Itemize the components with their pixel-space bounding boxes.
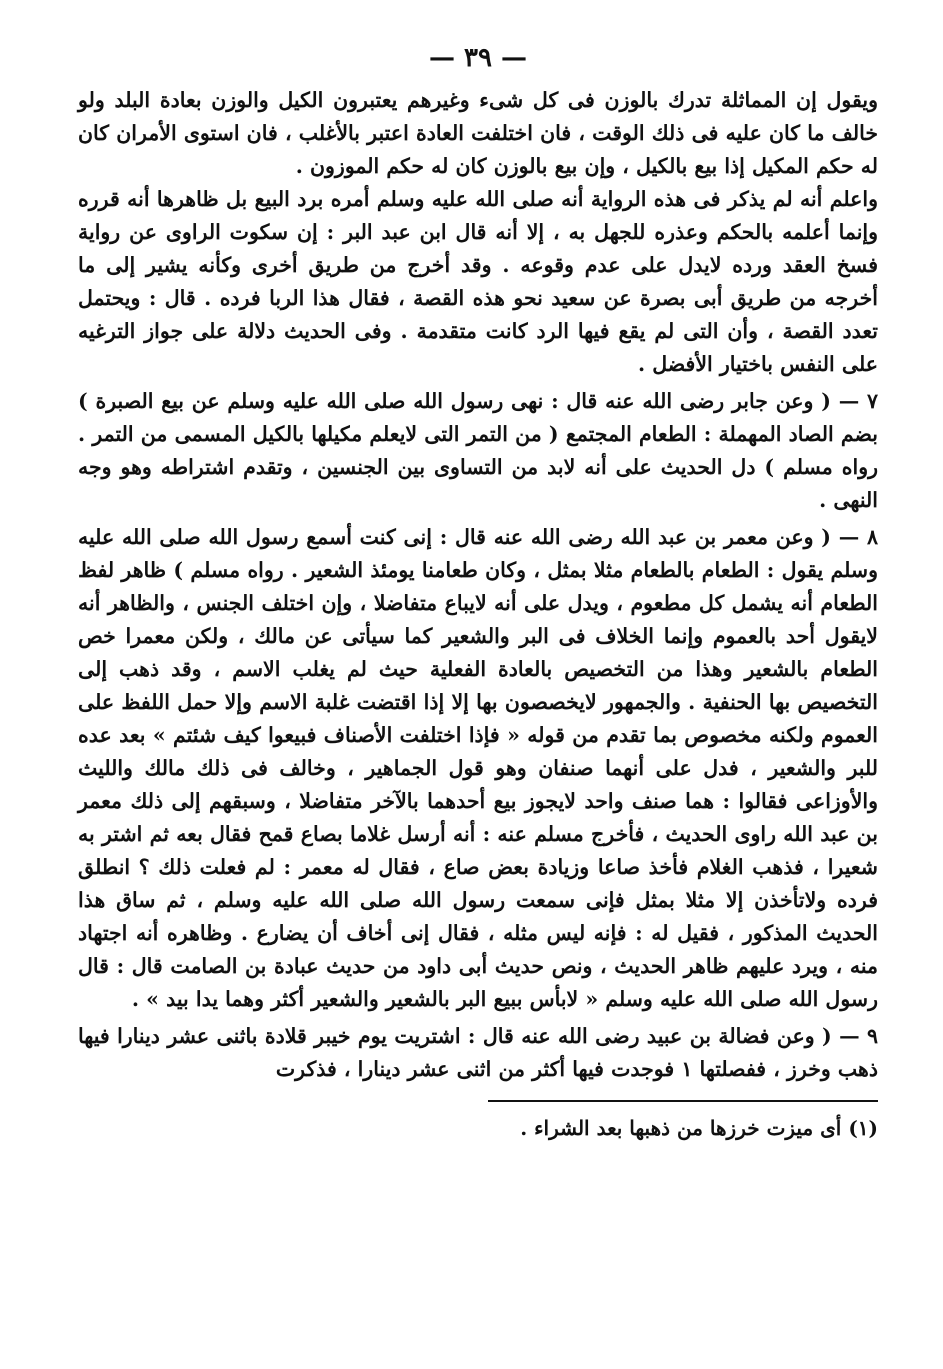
document-page bbox=[78, 38, 878, 1338]
paragraph-narration-note: واعلم أنه لم يذكر فى هذه الرواية أنه صلى الله عليه وسلم أمره برد البيع بل ظاهرها أنه قرره وإنما أعلمه بالحكم وعذره للجهل به ، إلا أنه قال ابن عبد البر : إن سكوت الراوى عن رواية فسخ العقد ورده لايدل على عدم وقوعه . وقد أخرج من طريق أخرى وكأنه يشير إلى ما أخرجه من طريق أبى بصرة عن سعيد نحو هذه القصة ، فقال هذا الربا فرده . قال : ويحتمل تعدد القصة ، وأن التى لم يقع فيها الرد كانت متقدمة . وفى الحديث دلالة على جواز الترغيه على النفس باختيار الأفضل . bbox=[78, 187, 878, 376]
page-number: — ٣٩ — bbox=[428, 43, 528, 73]
paragraph-hadith-7: ٧ — ( وعن جابر رضى الله عنه قال : نهى رسول الله صلى الله عليه وسلم عن بيع الصبرة ) بضم الصاد المهملة : الطعام المجتمع ( من التمر التى لايعلم مكيلها بالكيل المسمى من التمر . رواه مسلم ) دل الحديث على أنه لابد من التساوى بين الجنسين ، وتقدم اشتراطه وهو وجه النهى . bbox=[78, 389, 878, 512]
paragraph-hadith-8: ٨ — ( وعن معمر بن عبد الله رضى الله عنه قال : إنى كنت أسمع رسول الله صلى الله عليه وسلم يقول : الطعام بالطعام مثلا بمثل ، وكان طعامنا يومئذ الشعير . رواه مسلم ) ظاهر لفظ الطعام أنه يشمل كل مطعوم ، ويدل على أنه لايباع متفاضلا ، وإن اختلف الجنس ، والظاهر أنه لايقول أحد بالعموم وإنما الخلاف فى البر والشعير كما سيأتى عن مالك ، ولكن معمرا خص الطعام بالشعير وهذا من التخصيص بالعادة الفعلية حيث لم يغلب الاسم ، وقد ذهب إلى التخصيص بها الحنفية . والجمهور لايخصصون بها إلا إذا اقتضت غلبة الاسم وإلا حمل اللفظ على العموم ولكنه مخصوص بما تقدم من قوله « فإذا اختلفت الأصناف فبيعوا كيف شئتم » بعد عده للبر والشعير ، فدل على أنهما صنفان وهو قول الجماهير ، وخالف فى ذلك مالك والليث والأوزاعى فقالوا : هما صنف واحد لايجوز بيع أحدهما بالآخر متفاضلا ، وسبقهم إلى ذلك معمر بن عبد الله راوى الحديث ، فأخرج مسلم عنه : أنه أرسل غلاما بصاع قمح فقال بعه ثم اشتر به شعيرا ، فذهب الغلام فأخذ صاعا وزيادة بعض صاع ، فقال له معمر : لم فعلت ذلك ؟ انطلق فرده ولاتأخذن إلا مثلا بمثل فإنى سمعت رسول الله صلى الله عليه وسلم ، ثم ساق هذا الحديث المذكور ، فقيل له : فإنه ليس مثله ، فقال إنى أخاف أن يضارع . وظاهره أنه اجتهاد منه ، ويرد عليهم ظاهر الحديث ، ونص حديث أبى داود من حديث عبادة بن الصامت قال : قال رسول الله صلى الله عليه وسلم « لابأس ببيع البر بالشعير والشعير أكثر وهما يدا بيد » . bbox=[78, 525, 878, 1011]
paragraph-hadith-9: ٩ — ( وعن فضالة بن عبيد رضى الله عنه قال : اشتريت يوم خيبر قلادة باثنى عشر دينارا فيها ذهب وخرز ، ففصلتها ١ فوجدت فيها أكثر من اثنى عشر دينارا ، فذكرت bbox=[78, 1024, 878, 1081]
paragraph-weighing-custom: ويقول إن المماثلة تدرك بالوزن فى كل شىء وغيرهم يعتبرون الكيل والوزن بعادة البلد ولو خالف ما كان عليه فى ذلك الوقت ، فان اختلفت العادة اعتبر بالأغلب ، فان استوى الأمران كان له حكم المكيل إذا بيع بالكيل ، وإن بيع بالوزن كان له حكم الموزون . bbox=[78, 88, 878, 178]
footnote-divider bbox=[488, 1100, 878, 1102]
footnote: (١) أى ميزت خرزها من ذهبها بعد الشراء . bbox=[520, 1116, 878, 1140]
